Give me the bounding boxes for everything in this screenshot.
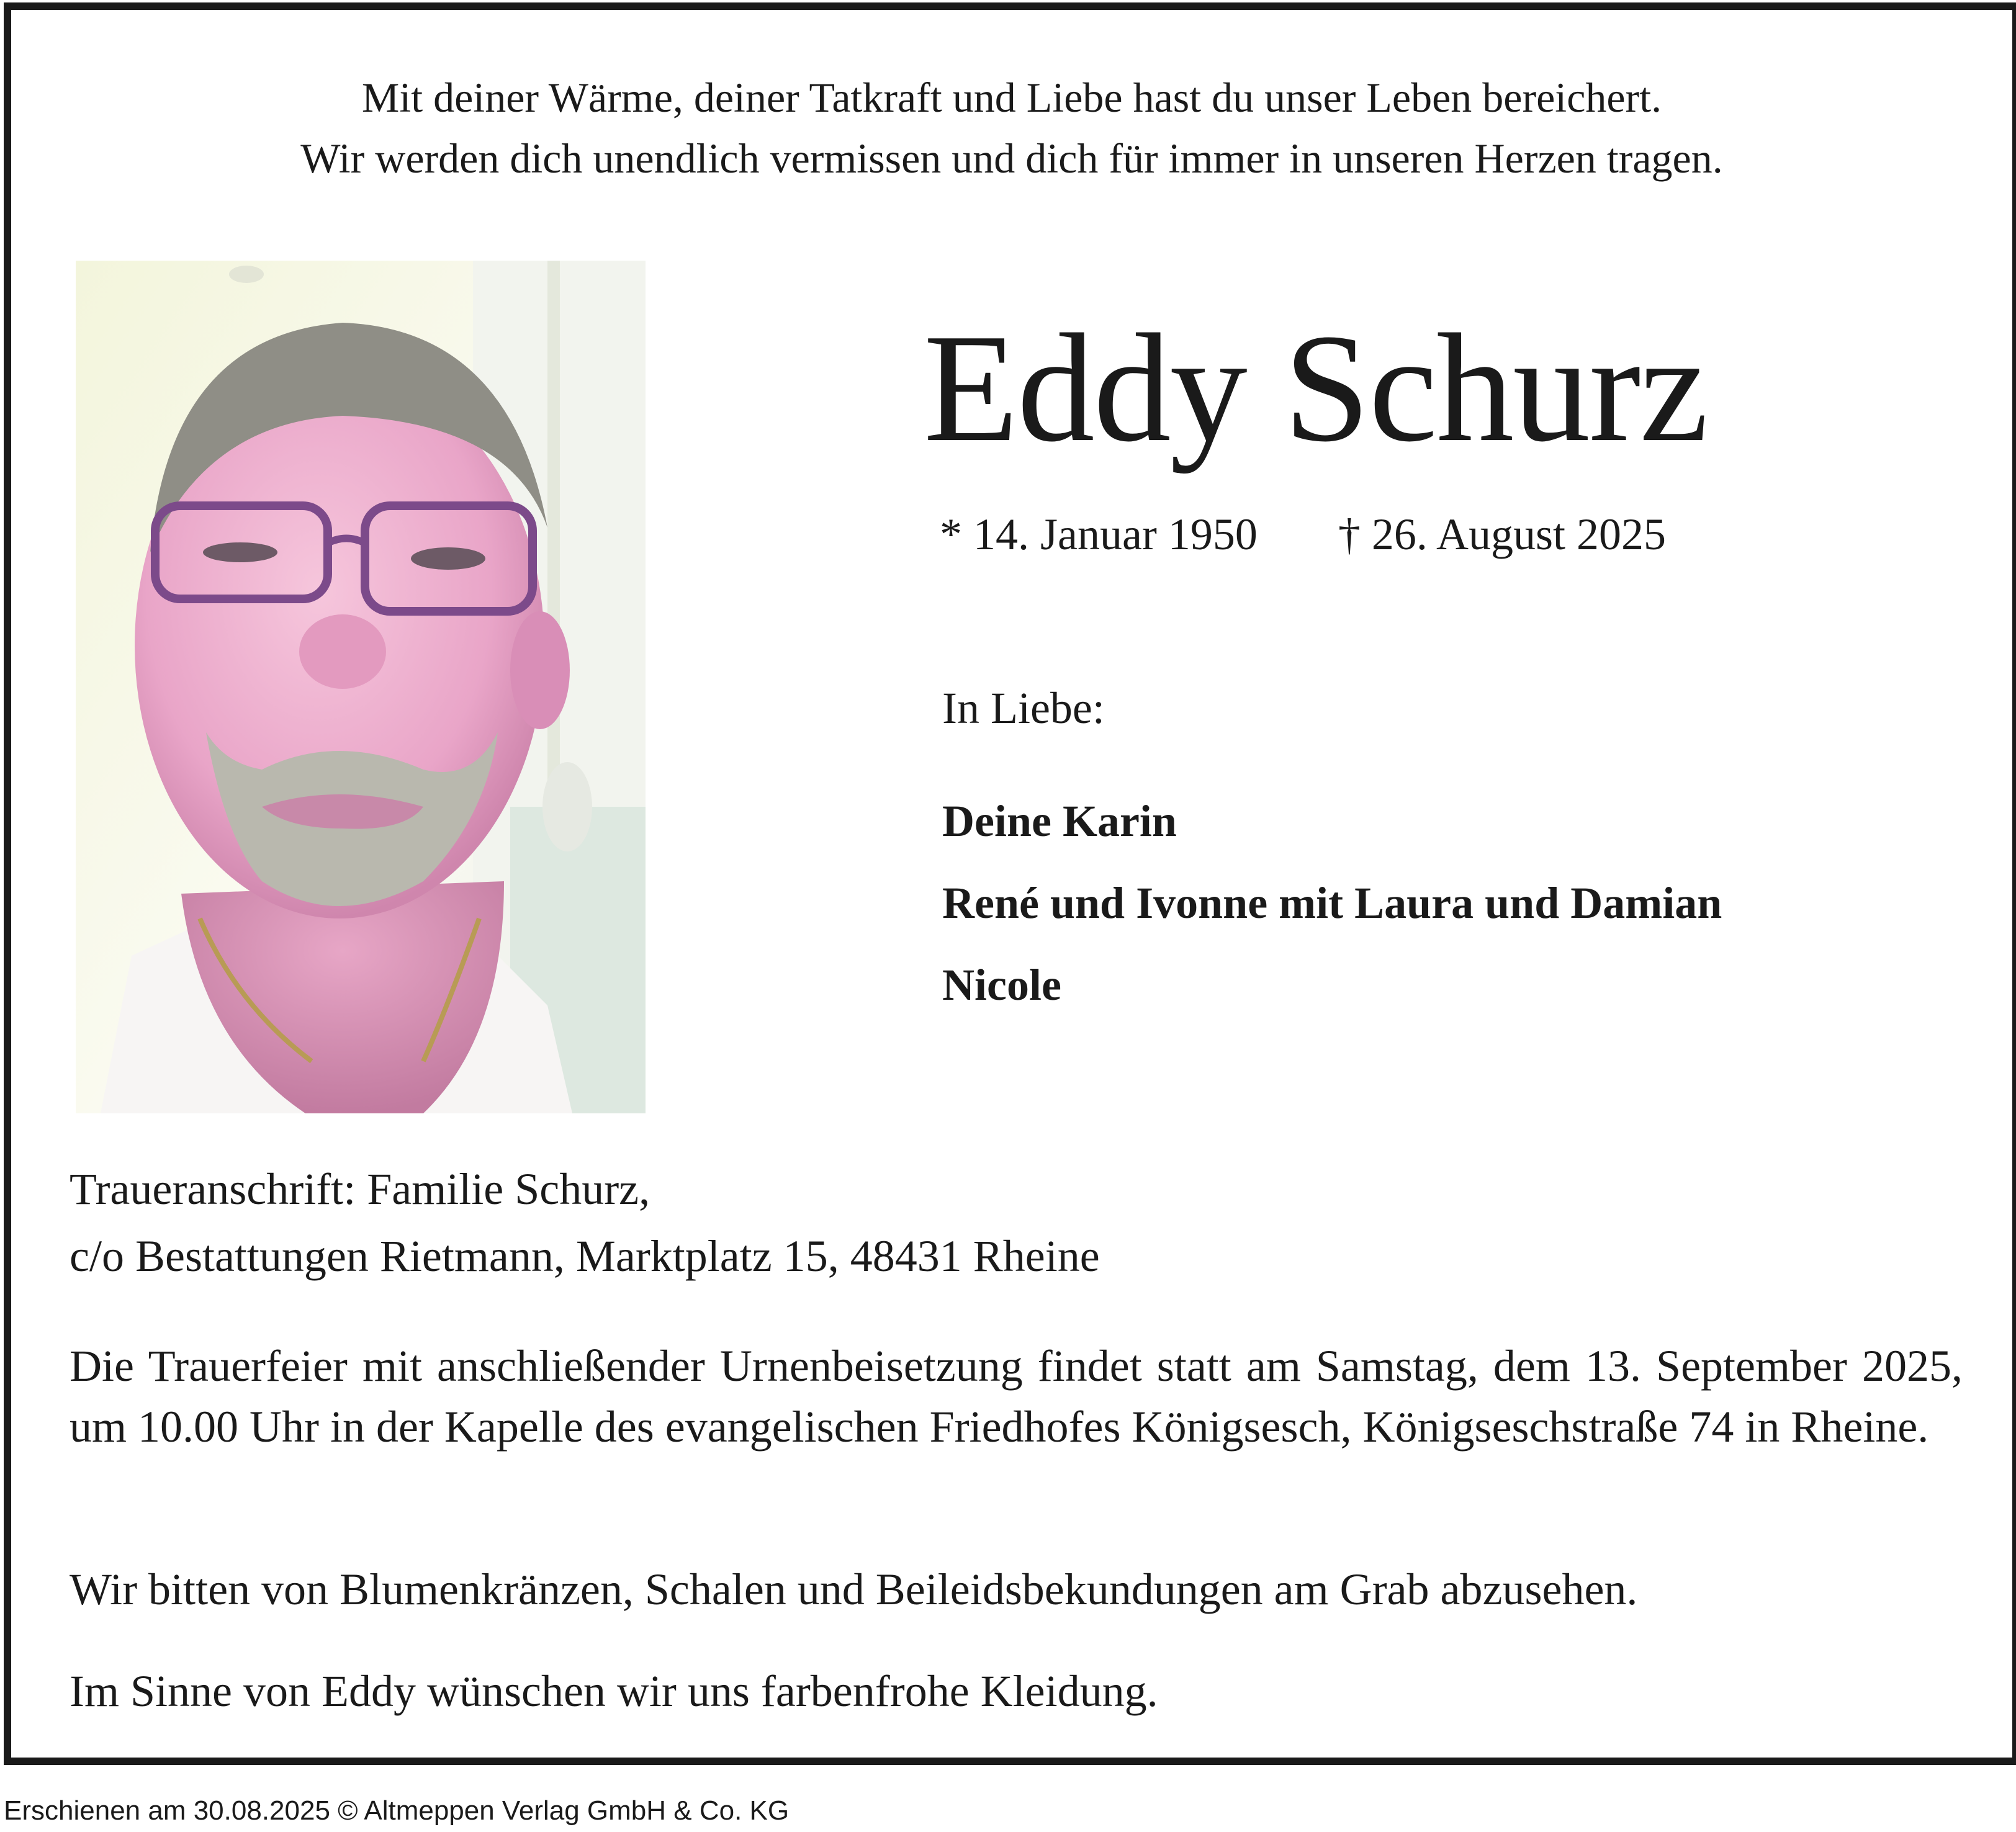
request-paragraph: Wir bitten von Blumenkränzen, Schalen und Beileidsbekundungen am Grab abzusehen. bbox=[70, 1565, 1638, 1614]
motto bbox=[11, 67, 2012, 189]
publication-footer: Erschienen am 30.08.2025 © Altmeppen Verlag GmbH & Co. KG bbox=[4, 1795, 790, 1826]
mourners-list bbox=[942, 793, 1722, 1039]
mourning-address bbox=[70, 1156, 1100, 1290]
mourner-name: Nicole bbox=[942, 960, 1061, 1010]
ceremony-paragraph: Die Trauerfeier mit anschließender Urnenbeisetzung findet statt am Samstag, dem 13. September 2025, um 10.00 Uhr in der Kapelle des evangelischen Friedhofes Königsesch, Königseschstraße 74 in Rheine. bbox=[70, 1341, 1963, 1452]
address-line-1: Traueranschrift: Familie Schurz, bbox=[70, 1164, 650, 1214]
mourners-intro: In Liebe: bbox=[942, 683, 1105, 733]
motto-line-1: Mit deiner Wärme, deiner Tatkraft und Liebe hast du unser Leben bereichert. bbox=[361, 74, 1662, 121]
mourner-name: Deine Karin bbox=[942, 796, 1177, 846]
motto-line-2: Wir werden dich unendlich vermissen und dich für immer in unseren Herzen tragen. bbox=[300, 135, 1723, 182]
birth-date: * 14. Januar 1950 bbox=[940, 510, 1258, 559]
portrait-photo bbox=[76, 261, 646, 1113]
death-date: † 26. August 2025 bbox=[1338, 510, 1666, 559]
wish-paragraph: Im Sinne von Eddy wünschen wir uns farbenfrohe Kleidung. bbox=[70, 1666, 1158, 1716]
address-line-2: c/o Bestattungen Rietmann, Marktplatz 15, 48431 Rheine bbox=[70, 1231, 1100, 1281]
obituary-frame bbox=[4, 2, 2016, 1765]
life-dates bbox=[940, 506, 1666, 562]
deceased-name: Eddy Schurz bbox=[924, 302, 1708, 474]
mourner-name: René und Ivonne mit Laura und Damian bbox=[942, 878, 1722, 928]
